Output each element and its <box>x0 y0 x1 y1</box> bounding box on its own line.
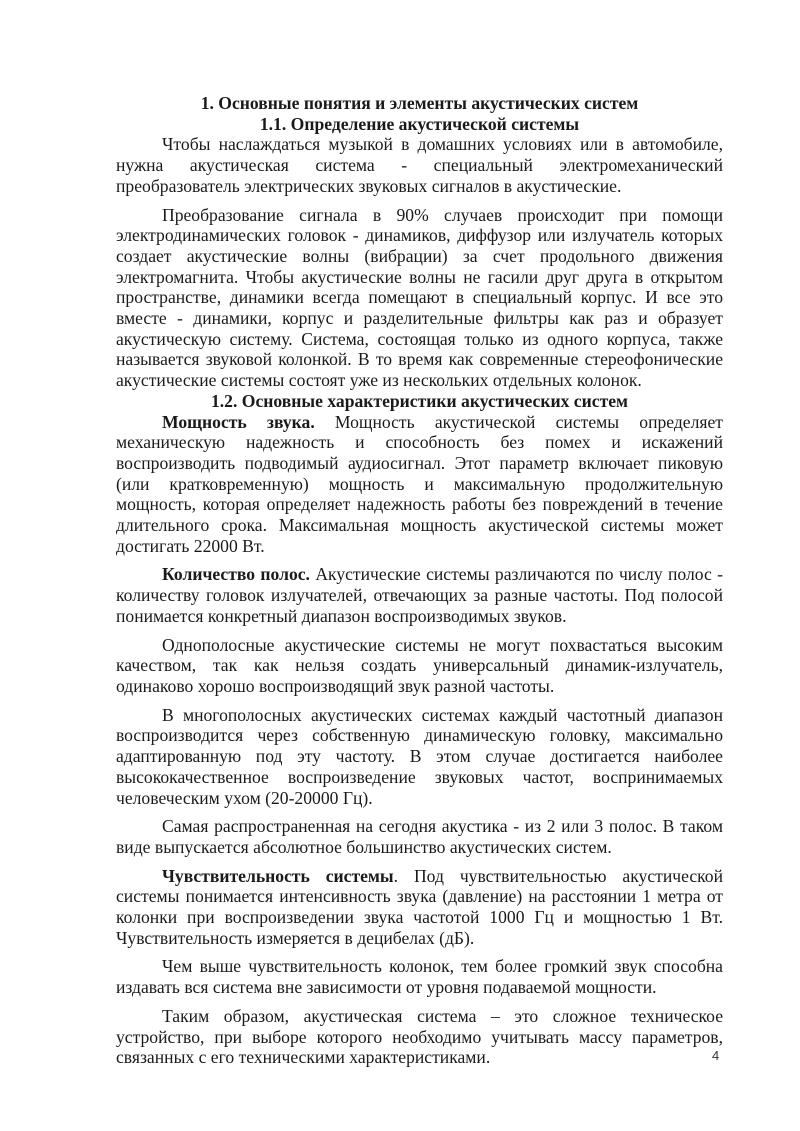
paragraph-band-count-text: Акустические системы различаются по числу полос - количеству головок излучателей, отвечающих за разные частоты. Под полосой понимается конкретный диапазон воспроизводимых звуков. <box>116 564 723 626</box>
term-sound-power: Мощность звука. <box>162 411 315 432</box>
paragraph-sensitivity-text: . Под чувствительностью акустической системы понимается интенсивность звука (давление) на расстоянии 1 метра от колонки при воспроизведении звука частотой 1000 Гц и мощностью 1 Вт. Чувствительность измеряется в децибелах (дБ). <box>116 865 723 948</box>
paragraph-intro: Чтобы наслаждаться музыкой в домашних условиях или в автомобиле, нужна акустическая система - специальный электромеханический преобразователь электрических звуковых сигналов в акустические. <box>116 134 723 196</box>
term-band-count: Количество полос. <box>162 564 310 585</box>
paragraph-band-count <box>116 564 723 626</box>
paragraph-conclusion: Таким образом, акустическая система – это сложное техническое устройство, при выборе которого необходимо учитывать массу параметров, связанных с его техническими характеристиками. <box>116 1005 723 1068</box>
paragraph-common-acoustics: Самая распространенная на сегодня акустика - из 2 или 3 полос. В таком виде выпускается абсолютное большинство акустических систем. <box>116 816 723 857</box>
paragraph-single-band: Однополосные акустические системы не могут похвастаться высоким качеством, так как нельзя создать универсальный динамик-излучатель, одинаково хорошо воспроизводящий звук разной частоты. <box>116 634 723 696</box>
term-sensitivity: Чувствительность системы <box>162 865 394 886</box>
paragraph-higher-sensitivity: Чем выше чувствительность колонок, тем более громкий звук способна издавать вся система вне зависимости от уровня подаваемой мощности. <box>116 956 723 998</box>
subsection-title-definition: 1.1. Определение акустической системы <box>259 113 580 134</box>
paragraph-signal-conversion: Преобразование сигнала в 90% случаев происходит при помощи электродинамических головок - динамиков, диффузор или излучатель которых создает акустические волны (вибрации) за счет продольного движения электромагнита. Чтобы акустические волны не гасили друг друга в открытом пространстве, динамики всегда помещают в специальный корпус. И все это вместе - динамики, корпус и разделительные фильтры как раз и образует акустическую систему. Система, состоящая только из одного корпуса, также называется звуковой колонкой. В то время как современные стереофонические акустические системы состоят уже из нескольких отдельных колонок. <box>116 204 723 391</box>
document-page <box>116 92 723 1068</box>
paragraph-sound-power-text: Мощность акустической системы определяет механическую надежность и способность без помех и искажений воспроизводить подводимый аудиосигнал. Этот параметр включает пиковую (или кратковременную) мощность и максимальную продолжительную мощность, которая определяет надежность работы без повреждений в течение длительного срока. Максимальная мощность акустической системы может достигать 22000 Вт. <box>116 411 723 556</box>
paragraph-multi-band: В многополосных акустических системах каждый частотный диапазон воспроизводится через собственную динамическую головку, максимально адаптированную под эту частоту. В этом случае достигается наиболее высококачественное воспроизведение звуковых частот, воспринимаемых человеческим ухом (20-20000 Гц). <box>116 704 723 808</box>
subsection-title-characteristics: 1.2. Основные характеристики акустических систем <box>210 390 629 411</box>
paragraph-sensitivity <box>116 866 723 949</box>
section-title: 1. Основные понятия и элементы акустических систем <box>200 93 639 113</box>
page-number: 4 <box>712 1048 720 1063</box>
paragraph-sound-power <box>116 412 723 557</box>
